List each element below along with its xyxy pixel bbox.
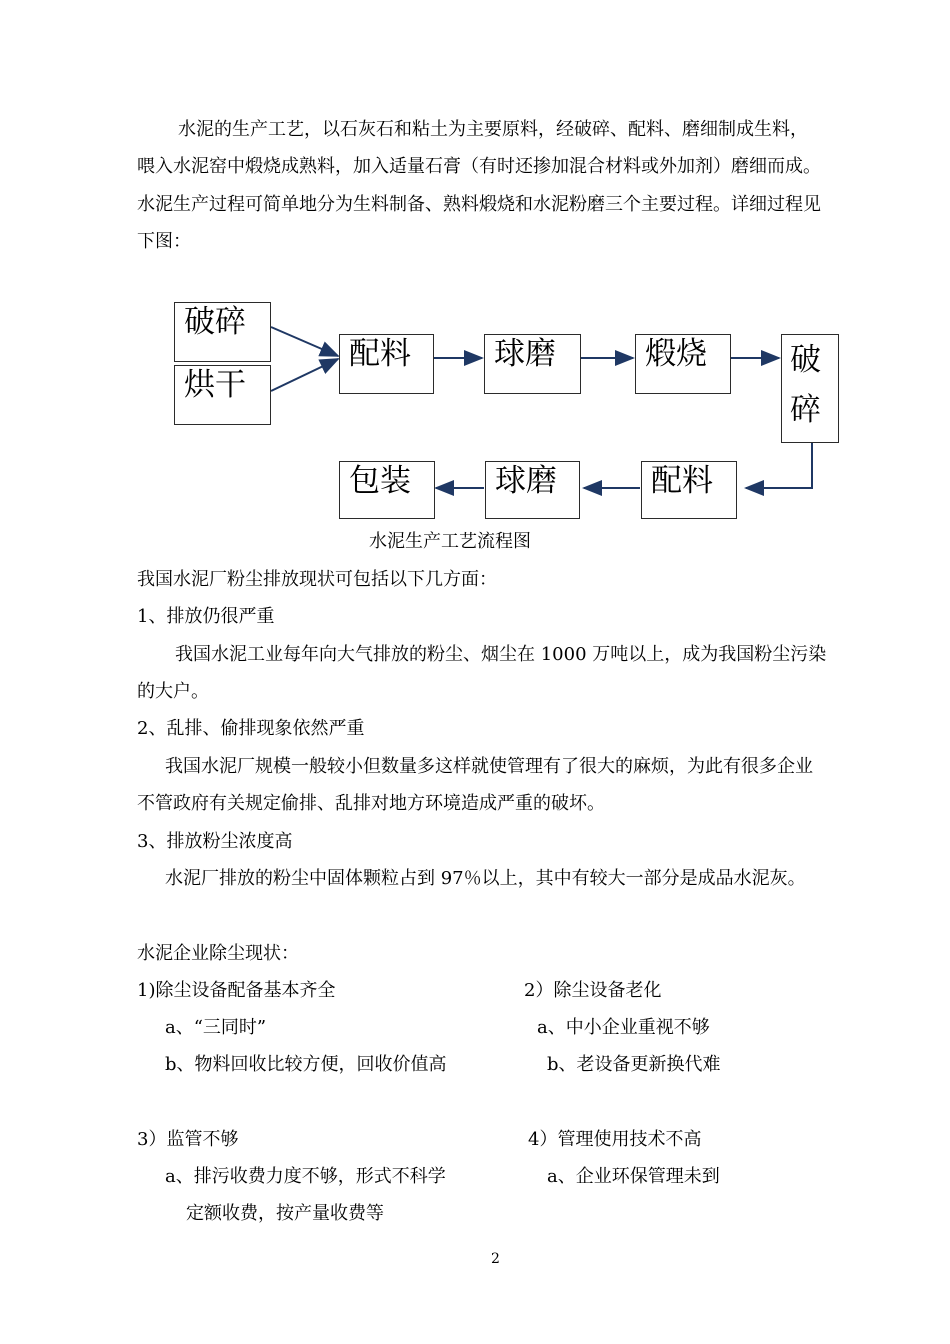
box-mill-2 <box>485 461 580 519</box>
box-pack-label: 包装 <box>349 463 411 499</box>
dust-c4-a: a、企业环保管理未到 <box>547 1166 720 1187</box>
dust-c3-a: a、排污收费力度不够，形式不科学 <box>165 1166 446 1187</box>
dust-c1-title: 1)除尘设备配备基本齐全 <box>137 980 336 1001</box>
dust-c3-title: 3）监管不够 <box>137 1129 239 1150</box>
box-crush-2 <box>781 334 839 443</box>
box-crush-label: 破碎 <box>184 304 246 340</box>
box-mix <box>339 334 434 394</box>
box-crush <box>174 302 271 362</box>
arrow-dry-to-mix <box>271 359 338 391</box>
box-calcine-label: 煅烧 <box>645 336 707 372</box>
box-calcine <box>635 334 731 394</box>
intro-line-3: 水泥生产过程可简单地分为生料制备、熟料煅烧和水泥粉磨三个主要过程。详细过程见 <box>137 194 821 215</box>
page-number: 2 <box>491 1251 500 1267</box>
status-item3-text: 水泥厂排放的粉尘中固体颗粒占到 97％以上，其中有较大一部分是成品水泥灰。 <box>165 868 806 889</box>
dust-heading: 水泥企业除尘现状： <box>137 943 299 964</box>
arrow-crush-to-mix2 <box>746 443 812 488</box>
status-item1-text-2: 的大户。 <box>137 681 209 702</box>
status-item2-title: 2、乱排、偷排现象依然严重 <box>137 718 365 739</box>
intro-line-1: 水泥的生产工艺，以石灰石和粘土为主要原料，经破碎、配料、磨细制成生料， <box>178 119 808 140</box>
box-dry <box>174 365 271 425</box>
dust-c1-b: b、物料回收比较方便，回收价值高 <box>165 1054 447 1075</box>
dust-c2-a: a、中小企业重视不够 <box>537 1017 710 1038</box>
status-item2-text-1: 我国水泥厂规模一般较小但数量多这样就使管理有了很大的麻烦，为此有很多企业 <box>165 756 813 777</box>
box-dry-label: 烘干 <box>184 367 246 403</box>
box-mill-2-label: 球磨 <box>495 463 557 499</box>
dust-c4-title: 4）管理使用技术不高 <box>528 1129 702 1150</box>
arrow-crush-to-mix <box>271 327 338 356</box>
dust-c2-title: 2）除尘设备老化 <box>524 980 662 1001</box>
box-mix-label: 配料 <box>349 336 411 372</box>
dust-c1-a: a、“三同时” <box>165 1017 267 1038</box>
status-item1-title: 1、排放仍很严重 <box>137 606 275 627</box>
box-mill <box>484 334 581 394</box>
status-heading: 我国水泥厂粉尘排放现状可包括以下几方面： <box>137 569 497 590</box>
status-item3-title: 3、排放粉尘浓度高 <box>137 831 293 852</box>
box-pack <box>339 461 435 519</box>
status-item2-text-2: 不管政府有关规定偷排、乱排对地方环境造成严重的破坏。 <box>137 793 605 814</box>
box-mill-label: 球磨 <box>494 336 556 372</box>
box-mix-2 <box>641 461 737 519</box>
flow-caption: 水泥生产工艺流程图 <box>369 531 531 552</box>
intro-line-4: 下图： <box>137 231 191 252</box>
dust-c2-b: b、老设备更新换代难 <box>547 1054 721 1075</box>
flow-arrows <box>0 0 950 560</box>
dust-c3-a-cont: 定额收费，按产量收费等 <box>186 1203 384 1224</box>
intro-line-2: 喂入水泥窑中煅烧成熟料，加入适量石膏（有时还掺加混合材料或外加剂）磨细而成。 <box>137 156 821 177</box>
box-crush-2-label: 破碎 <box>790 342 821 428</box>
status-item1-text-1: 我国水泥工业每年向大气排放的粉尘、烟尘在 1000 万吨以上，成为我国粉尘污染 <box>175 644 827 665</box>
box-mix-2-label: 配料 <box>651 463 713 499</box>
